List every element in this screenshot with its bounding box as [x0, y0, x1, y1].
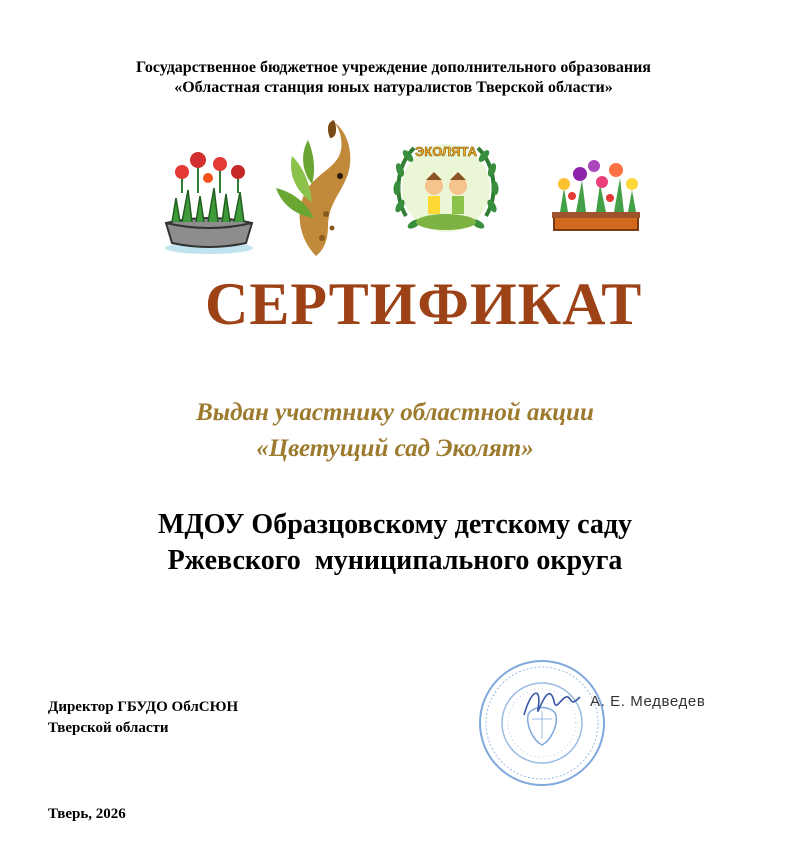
- place-and-year: Тверь, 2026: [48, 806, 126, 822]
- deer-leaf-logo: [268, 118, 364, 258]
- certificate-title: СЕРТИФИКАТ: [205, 271, 643, 337]
- position-line-1: Директор ГБУДО ОблСЮН: [48, 699, 239, 715]
- logo-row: [0, 118, 787, 258]
- eco-badge-text: ЭКОЛЯТА: [415, 144, 477, 159]
- ecolyata-wreath-logo: [386, 126, 506, 248]
- signatory-name: А. Е. Медведев: [590, 693, 706, 710]
- org-line-2: «Областная станция юных натуралистов Тверской области»: [174, 79, 613, 96]
- issued-line-1: Выдан участнику областной акции: [196, 399, 594, 426]
- recipient-line-1: МДОУ Образцовскому детскому саду: [157, 509, 633, 540]
- official-stamp: [462, 657, 622, 789]
- recipient: [60, 507, 730, 579]
- signatory-position: [48, 697, 368, 739]
- position-line-2: Тверской области: [48, 720, 169, 736]
- issued-line-2: «Цветущий сад Эколят»: [256, 435, 534, 462]
- org-line-1: Государственное бюджетное учреждение дополнительного образования: [136, 59, 651, 76]
- flower-pot-icon: [160, 148, 258, 256]
- organization-header: [0, 58, 787, 98]
- flower-box-icon: [550, 148, 642, 236]
- recipient-line-2: Ржевского муниципального округа: [167, 545, 623, 576]
- issued-text: [90, 395, 700, 467]
